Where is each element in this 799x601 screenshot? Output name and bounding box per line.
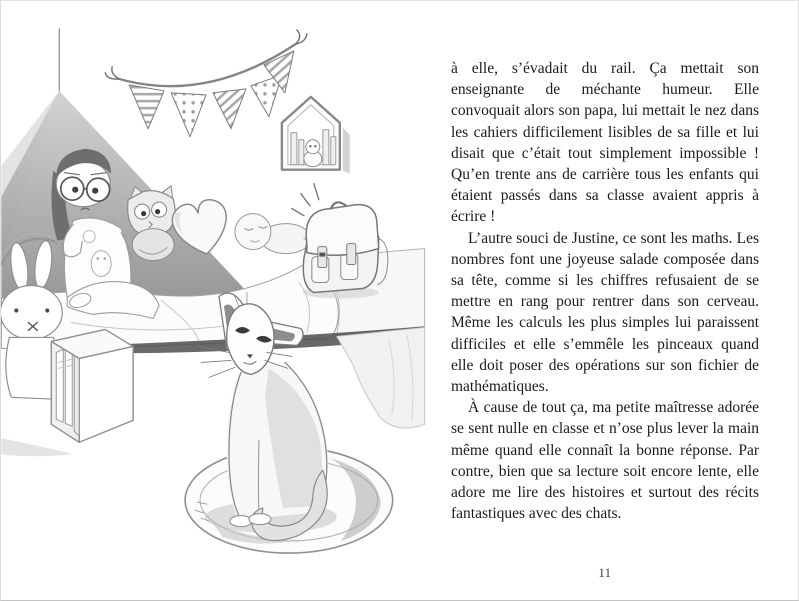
paragraph: À cause de tout ça, ma petite maîtresse adorée se sent nulle en classe et n’ose plus lever la main même quand elle connaît la bonne réponse. Par contre, bien que sa lecture soit encore lente, elle adore me lire des histoires et surtout des récits fantastiques avec des chats. [451,399,759,523]
page-number: 11 [598,566,612,580]
page-text [451,58,759,524]
sleeping-cat-plush [235,214,312,254]
house-shelf [282,97,350,174]
bunting-flags [105,30,307,137]
paragraph: L’autre souci de Justine, ce sont les maths. Les nombres font une joyeuse salade composée dans sa tête, comme si les chiffres refusaient de se mettre en rang pour rentrer dans son cerveau. Même les calculs les plus simples lui paraissent difficiles et elle s’emmêle les pinceaux quand elle doit poser des opérations sur son fichier de mathématiques. [451,229,759,396]
school-satchel [292,184,388,299]
emphasis-lines [292,184,319,216]
bedroom-illustration-svg [1,1,441,600]
paragraph: à elle, s’évadait du rail. Ça mettait son enseignante de méchante humeur. Elle convoquait alors son papa, lui mettait le nez dans les cahiers difficilement lisibles de sa fille et lui disait que c’était tout simplement impossible ! Qu’en trente ans de carrière tous les enfants qui étaient passés dans sa classe avaient appris à écrire ! [451,60,759,226]
shelf-doll [304,140,322,167]
cat-plush [128,186,175,261]
bed-drape [337,327,425,428]
floor-shading [1,438,73,456]
bedroom-illustration [1,1,441,600]
